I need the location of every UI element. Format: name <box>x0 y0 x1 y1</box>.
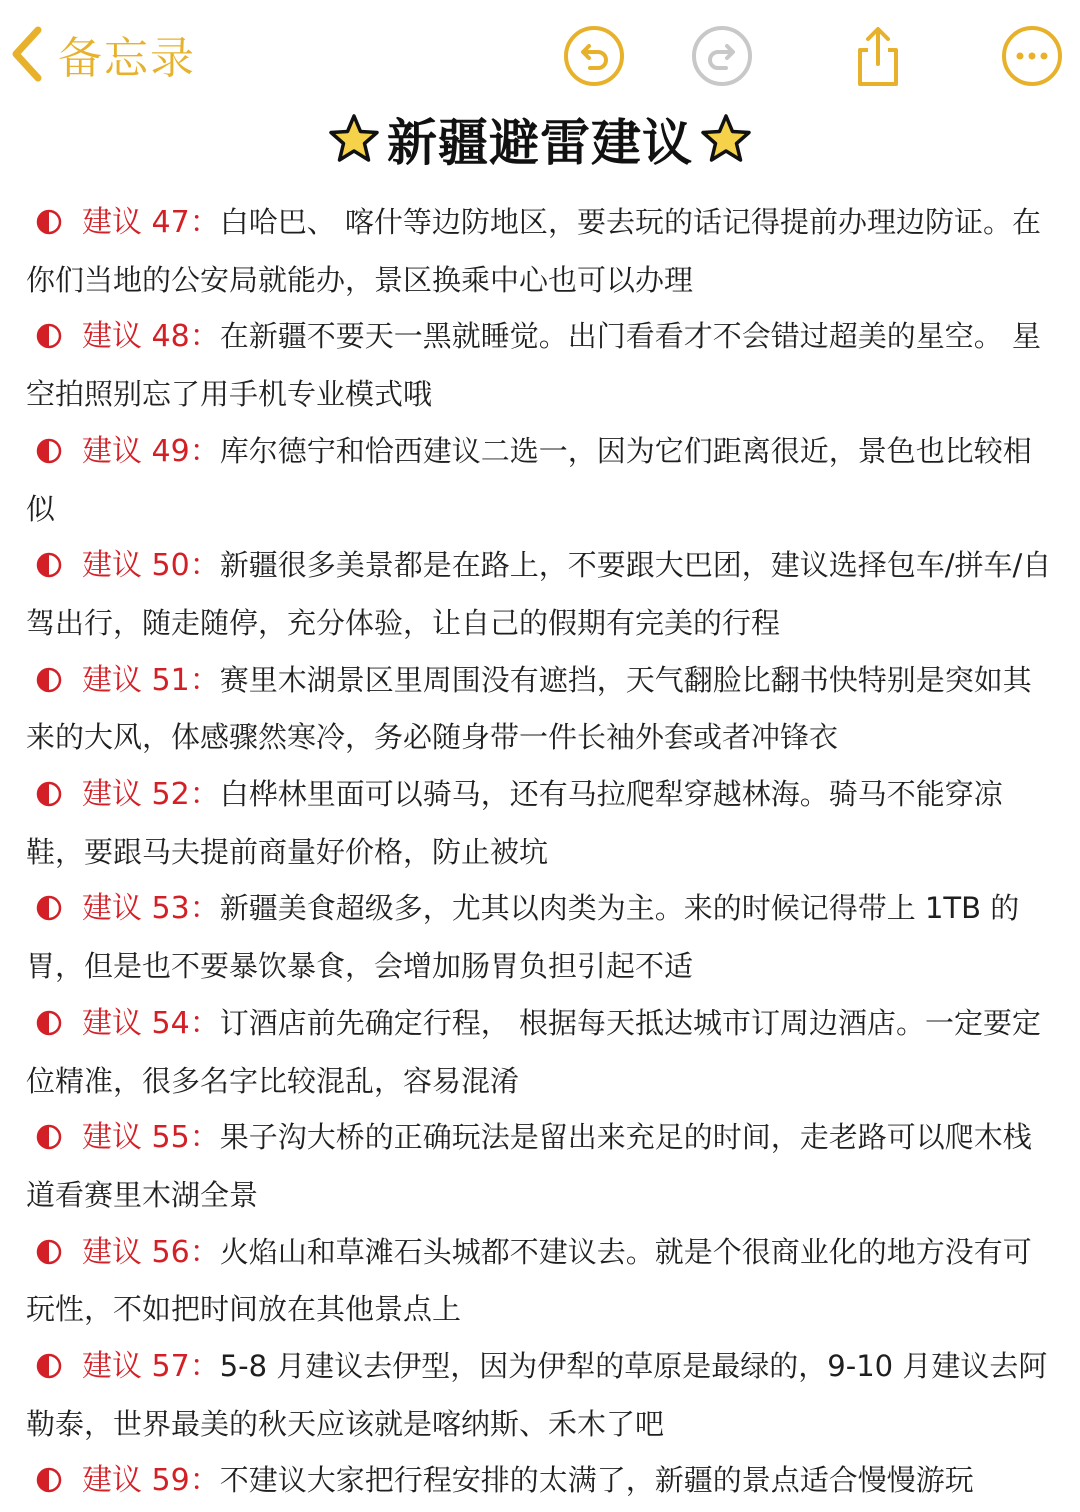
tip-label: 建议 49： <box>82 433 220 469</box>
list-item <box>26 423 1060 537</box>
back-label: 备忘录 <box>58 33 196 84</box>
tip-text: 库尔德宁和恰西建议二选一，因为它们距离很近，景色也比较相似 <box>26 433 1032 526</box>
half-circle-icon <box>36 540 62 566</box>
tip-label: 建议 47： <box>82 205 220 240</box>
half-circle-icon <box>36 426 62 452</box>
tip-text: 白哈巴、 喀什等边防地区，要去玩的话记得提前办理边防证。在你们当地的公安局就能办，景区换乘中心也可以办理 <box>26 205 1041 297</box>
tip-label: 建议 56： <box>82 1234 220 1270</box>
half-circle-icon <box>36 1227 62 1253</box>
half-circle-icon <box>36 311 62 337</box>
list-item <box>26 880 1060 994</box>
tip-text: 新疆很多美景都是在路上，不要跟大巴团，建议选择包车/拼车/自驾出行，随走随停，充分体验，让自己的假期有完美的行程 <box>26 548 1052 640</box>
note-title-row <box>0 106 1080 172</box>
undo-button[interactable] <box>562 24 626 88</box>
list-item <box>26 1452 1060 1510</box>
half-circle-icon <box>36 883 62 909</box>
half-circle-icon <box>36 769 62 795</box>
list-item <box>26 1109 1060 1223</box>
half-circle-icon <box>36 1112 62 1138</box>
note-body[interactable] <box>26 194 1060 1510</box>
half-circle-icon <box>36 197 62 223</box>
tip-text: 5-8 月建议去伊型，因为伊犁的草原是最绿的，9-10 月建议去阿勒泰，世界最美的秋天应该就是喀纳斯、禾木了吧 <box>26 1349 1048 1441</box>
half-circle-icon <box>36 1455 62 1481</box>
tip-label: 建议 59： <box>82 1463 220 1499</box>
half-circle-icon <box>36 1341 62 1367</box>
half-circle-icon <box>36 655 62 681</box>
tip-text: 火焰山和草滩石头城都不建议去。就是个很商业化的地方没有可玩性，不如把时间放在其他景点上 <box>26 1234 1032 1327</box>
tip-text: 不建议大家把行程安排的太满了，新疆的景点适合慢慢游玩 <box>219 1463 974 1498</box>
tip-label: 建议 53： <box>82 891 220 927</box>
tip-text: 白桦林里面可以骑马，还有马拉爬犁穿越林海。骑马不能穿凉鞋，要跟马夫提前商量好价格，防止被坑 <box>26 777 1003 869</box>
star-icon <box>327 112 381 166</box>
redo-button[interactable] <box>690 24 754 88</box>
list-item <box>26 308 1060 422</box>
list-item <box>26 1224 1060 1338</box>
list-item <box>26 766 1060 880</box>
half-circle-icon <box>36 998 62 1024</box>
undo-icon <box>562 24 626 88</box>
redo-icon <box>690 24 754 88</box>
more-button[interactable] <box>1000 24 1064 88</box>
list-item <box>26 995 1060 1109</box>
star-icon <box>699 112 753 166</box>
tip-label: 建议 51： <box>82 662 220 698</box>
nav-bar <box>0 0 1080 110</box>
tip-label: 建议 48： <box>82 319 220 355</box>
tip-text: 新疆美食超级多，尤其以肉类为主。来的时候记得带上 1TB 的胃，但是也不要暴饮暴食，会增加肠胃负担引起不适 <box>26 891 1020 984</box>
tip-text: 赛里木湖景区里周围没有遮挡，天气翻脸比翻书快特别是突如其来的大风，体感骤然寒冷，务必随身带一件长袖外套或者冲锋衣 <box>26 662 1032 755</box>
back-button[interactable] <box>8 22 196 86</box>
tip-text: 果子沟大桥的正确玩法是留出来充足的时间，走老路可以爬木栈道看赛里木湖全景 <box>26 1120 1032 1212</box>
list-item <box>26 1338 1060 1452</box>
tip-text: 订酒店前先确定行程， 根据每天抵达城市订周边酒店。一定要定位精准，很多名字比较混乱，容易混淆 <box>26 1005 1041 1098</box>
list-item <box>26 194 1060 308</box>
tip-label: 建议 57： <box>82 1349 220 1385</box>
list-item <box>26 537 1060 651</box>
tip-label: 建议 54： <box>82 1005 220 1041</box>
tip-text: 在新疆不要天一黑就睡觉。出门看看才不会错过超美的星空。 星空拍照别忘了用手机专业模式哦 <box>26 319 1041 412</box>
note-title: 新疆避雷建议 <box>387 114 693 172</box>
more-icon <box>1000 24 1064 88</box>
tip-label: 建议 52： <box>82 777 220 813</box>
share-icon <box>846 24 910 88</box>
chevron-left-icon <box>8 24 44 84</box>
list-item <box>26 652 1060 766</box>
tip-label: 建议 55： <box>82 1120 220 1156</box>
share-button[interactable] <box>846 24 910 88</box>
tip-label: 建议 50： <box>82 548 220 584</box>
